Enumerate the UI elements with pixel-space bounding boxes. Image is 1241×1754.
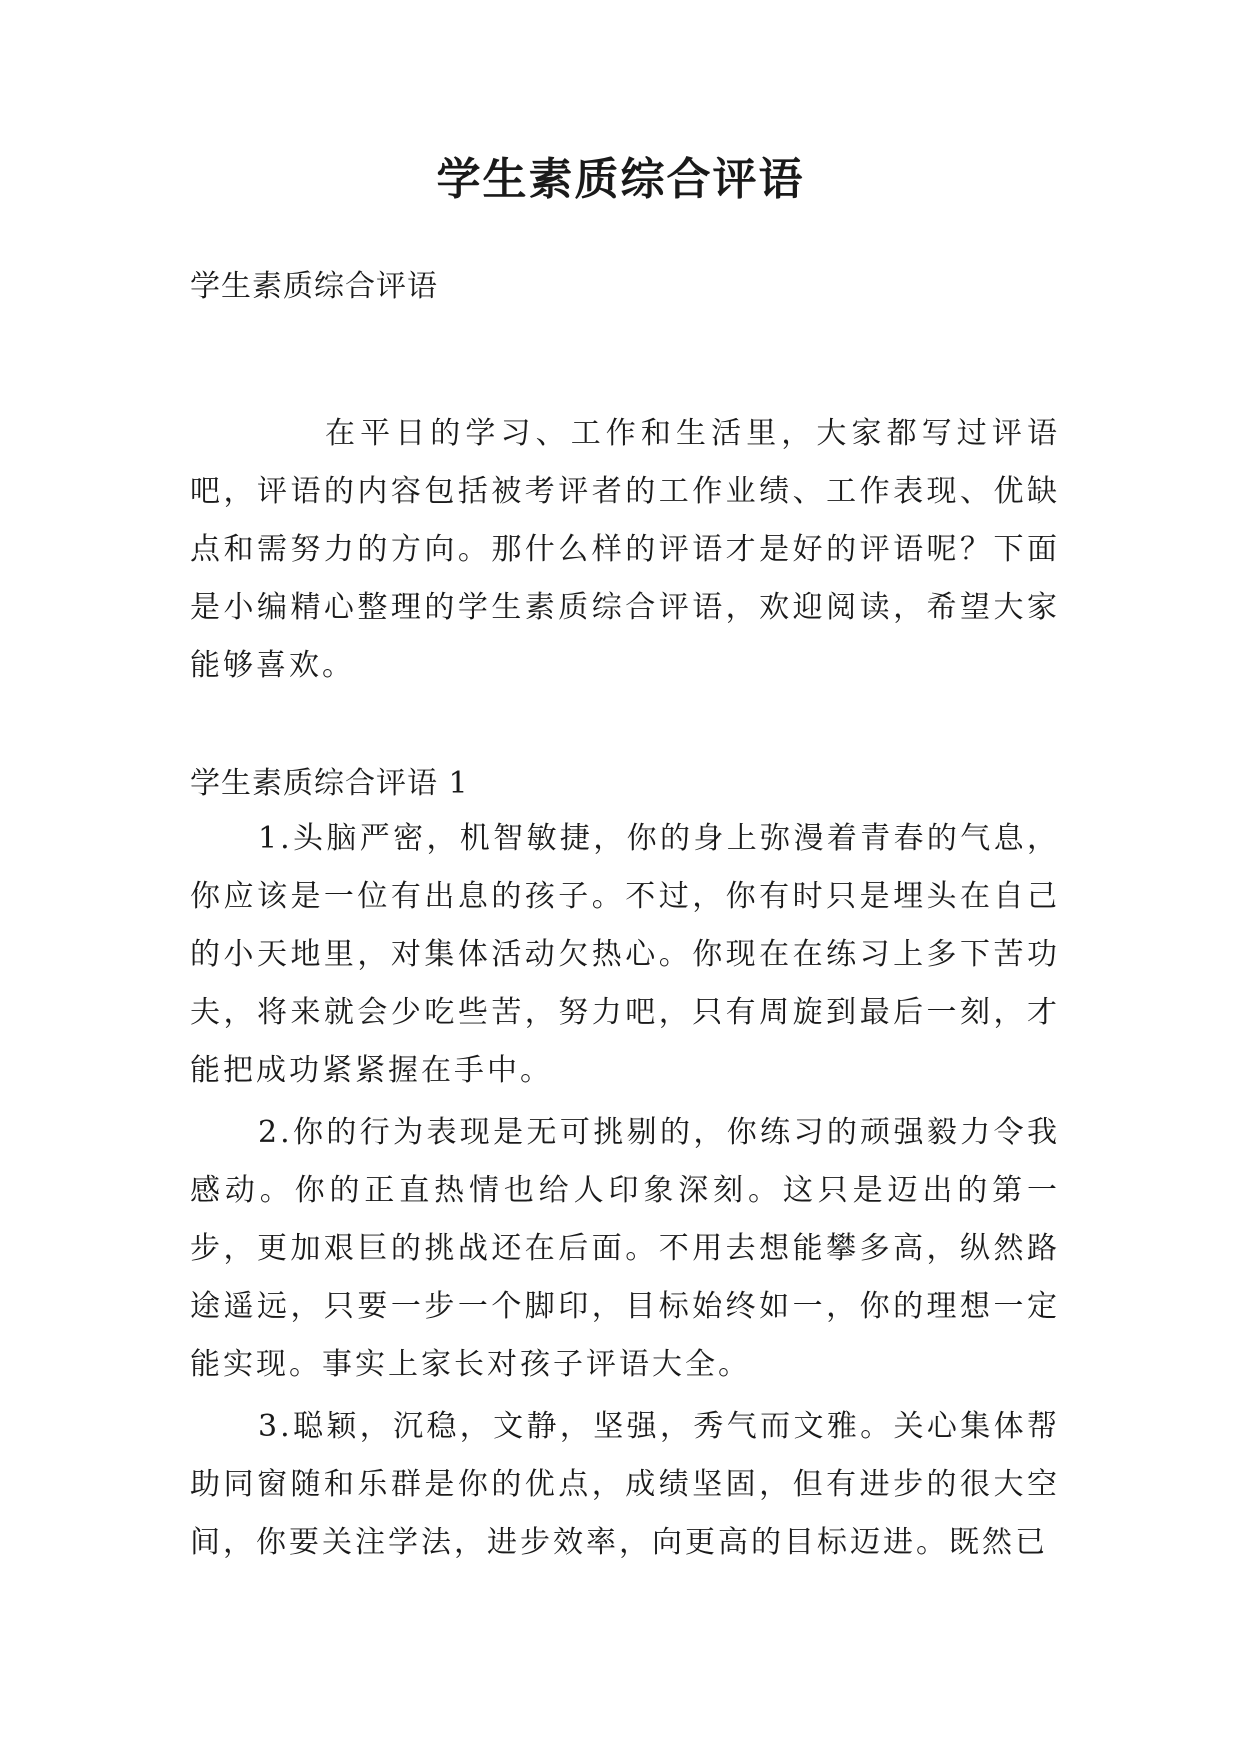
intro-paragraph: 在平日的学习、工作和生活里，大家都写过评语吧，评语的内容包括被考评者的工作业绩、工作表现、优缺点和需努力的方向。那什么样的评语才是好的评语呢？下面是小编精心整理的学生素质综合评语，欢迎阅读，希望大家能够喜欢。 <box>190 416 1060 683</box>
document-subtitle: 学生素质综合评语 <box>190 269 438 304</box>
document-title: 学生素质综合评语 <box>436 154 805 205</box>
section-heading: 学生素质综合评语 1 <box>190 766 469 801</box>
comment-item-3: 3.聪颖，沉稳，文静，坚强，秀气而文雅。关心集体帮助同窗随和乐群是你的优点，成绩坚固，但有进步的很大空间，你要关注学法，进步效率，向更高的目标迈进。既然已 <box>190 1409 1060 1560</box>
comment-item-1: 1.头脑严密，机智敏捷，你的身上弥漫着青春的气息，你应该是一位有出息的孩子。不过，你有时只是埋头在自己的小天地里，对集体活动欠热心。你现在在练习上多下苦功夫，将来就会少吃些苦，努力吧，只有周旋到最后一刻，才能把成功紧紧握在手中。 <box>190 821 1060 1088</box>
comment-item-2: 2.你的行为表现是无可挑剔的，你练习的顽强毅力令我感动。你的正直热情也给人印象深刻。这只是迈出的第一步，更加艰巨的挑战还在后面。不用去想能攀多高，纵然路途遥远，只要一步一个脚印，目标始终如一，你的理想一定能实现。事实上家长对孩子评语大全。 <box>190 1115 1060 1382</box>
